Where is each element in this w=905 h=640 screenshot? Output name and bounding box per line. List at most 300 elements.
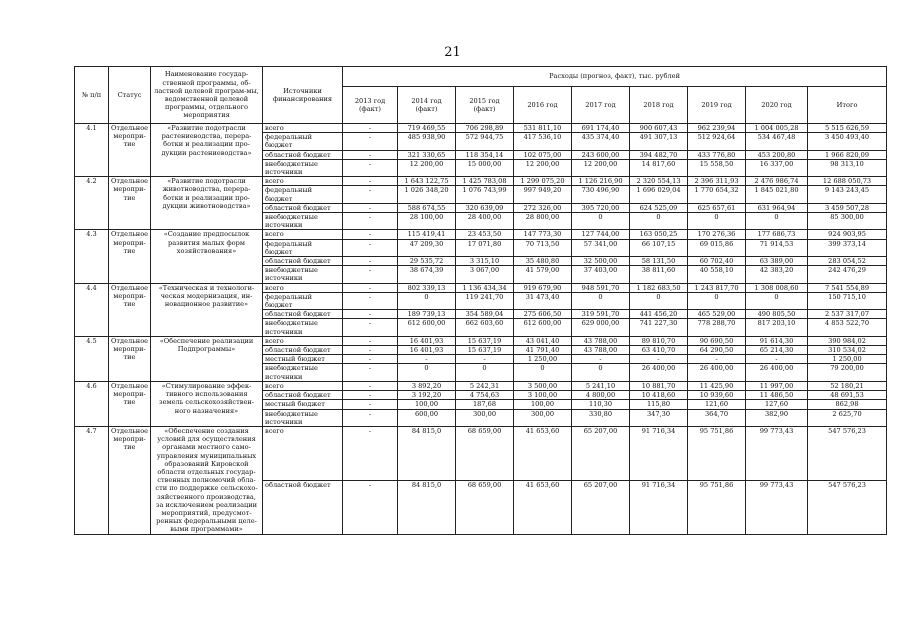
amount-cell: 962 239,94 [688, 124, 746, 133]
amount-cell: 84 815,0 [398, 426, 456, 480]
header-year: 2015 год (факт) [456, 86, 514, 123]
amount-cell: 272 326,00 [514, 203, 572, 212]
row-name: «Обеспечение реализации Подпрограммы» [151, 336, 263, 381]
amount-cell: 127 744,00 [572, 230, 630, 239]
amount-cell: 118 354,14 [456, 150, 514, 159]
header-year: 2013 год (факт) [343, 86, 398, 123]
funding-source: местный бюджет [263, 400, 343, 409]
funding-source: всего [263, 336, 343, 345]
amount-cell: - [343, 409, 398, 426]
row-status: Отдельное меропри-тие [109, 381, 151, 426]
amount-cell: - [343, 391, 398, 400]
amount-cell: 0 [398, 292, 456, 309]
funding-source: областной бюджет [263, 346, 343, 355]
amount-cell: 28 100,00 [398, 213, 456, 230]
table-row [75, 177, 887, 186]
amount-cell: 28 400,00 [456, 213, 514, 230]
amount-cell: 90 690,50 [688, 336, 746, 345]
amount-cell: 1 299 075,20 [514, 177, 572, 186]
header-name: Наименование государ-ственной программы, об-ластной целевой програм-мы, ведомственной целевой программы, отдельного мероприятия [151, 67, 263, 124]
amount-cell: 0 [572, 213, 630, 230]
amount-cell: 10 939,60 [688, 391, 746, 400]
amount-cell: 319 591,70 [572, 310, 630, 319]
amount-cell: - [343, 364, 398, 381]
amount-cell: 42 383,20 [746, 266, 808, 283]
amount-cell: - [343, 381, 398, 390]
amount-cell: 1 136 434,34 [456, 283, 514, 292]
amount-cell: 691 174,40 [572, 124, 630, 133]
amount-cell: 485 938,90 [398, 133, 456, 150]
amount-cell: 5 242,31 [456, 381, 514, 390]
amount-cell: 243 600,00 [572, 150, 630, 159]
amount-cell: 10 881,70 [630, 381, 688, 390]
amount-cell: 68 659,00 [456, 480, 514, 534]
amount-cell: 57 341,00 [572, 239, 630, 256]
amount-cell: 16 401,93 [398, 336, 456, 345]
amount-cell: 778 288,70 [688, 319, 746, 336]
amount-cell: 2 476 986,74 [746, 177, 808, 186]
amount-cell: 11 997,00 [746, 381, 808, 390]
amount-cell: 28 800,00 [514, 213, 572, 230]
amount-cell: 741 227,30 [630, 319, 688, 336]
amount-cell: 1 076 743,99 [456, 186, 514, 203]
amount-cell: 63 410,70 [630, 346, 688, 355]
header-source: Источники финансирования [263, 67, 343, 124]
total-cell: 283 054,52 [808, 257, 887, 266]
header-total: Итого [808, 86, 887, 123]
amount-cell: 364,70 [688, 409, 746, 426]
total-cell: 12 688 050,73 [808, 177, 887, 186]
total-cell: 862,98 [808, 400, 887, 409]
amount-cell: 41 653,60 [514, 426, 572, 480]
amount-cell: - [343, 230, 398, 239]
table-row [75, 336, 887, 345]
amount-cell: 433 776,80 [688, 150, 746, 159]
amount-cell: 15 558,50 [688, 159, 746, 176]
amount-cell: 612 600,00 [398, 319, 456, 336]
row-name: «Техническая и технологи-ческая модернизация, ин-новационное развитие» [151, 283, 263, 336]
amount-cell: 3 100,00 [514, 391, 572, 400]
amount-cell: 0 [688, 213, 746, 230]
amount-cell: 0 [746, 292, 808, 309]
amount-cell: - [398, 355, 456, 364]
funding-source: областной бюджет [263, 310, 343, 319]
amount-cell: - [343, 257, 398, 266]
amount-cell: 395 720,00 [572, 203, 630, 212]
funding-source: областной бюджет [263, 203, 343, 212]
amount-cell: 40 558,10 [688, 266, 746, 283]
amount-cell: 354 589,04 [456, 310, 514, 319]
amount-cell: 1 250,00 [514, 355, 572, 364]
amount-cell: 89 810,70 [630, 336, 688, 345]
total-cell: 2 625,70 [808, 409, 887, 426]
amount-cell: 100,00 [398, 400, 456, 409]
amount-cell: - [343, 310, 398, 319]
amount-cell: 58 131,50 [630, 257, 688, 266]
row-name: «Стимулирование эффек-тивного использования земель сельскохозяйствен-ного назначения» [151, 381, 263, 426]
amount-cell: 1 308 008,60 [746, 283, 808, 292]
amount-cell: 100,00 [514, 400, 572, 409]
header-year: 2016 год [514, 86, 572, 123]
amount-cell: 47 209,30 [398, 239, 456, 256]
budget-table [74, 66, 887, 535]
amount-cell: 64 290,50 [688, 346, 746, 355]
amount-cell: 110,30 [572, 400, 630, 409]
amount-cell: 1 425 783,08 [456, 177, 514, 186]
total-cell: 85 300,00 [808, 213, 887, 230]
amount-cell: 95 751,86 [688, 480, 746, 534]
total-cell: 3 459 507,28 [808, 203, 887, 212]
total-cell: 547 576,23 [808, 480, 887, 534]
amount-cell: 63 389,00 [746, 257, 808, 266]
amount-cell: 662 603,60 [456, 319, 514, 336]
amount-cell: 275 606,50 [514, 310, 572, 319]
header-year: 2014 год (факт) [398, 86, 456, 123]
amount-cell: 802 339,13 [398, 283, 456, 292]
amount-cell: 84 815,0 [398, 480, 456, 534]
header-expenses: Расходы (прогноз, факт), тыс. рублей [343, 67, 887, 87]
total-cell: 52 180,21 [808, 381, 887, 390]
funding-source: областной бюджет [263, 150, 343, 159]
funding-source: областной бюджет [263, 257, 343, 266]
funding-source: федеральный бюджет [263, 186, 343, 203]
header-year: 2017 год [572, 86, 630, 123]
amount-cell: - [572, 355, 630, 364]
amount-cell: 730 496,90 [572, 186, 630, 203]
total-cell: 9 143 243,45 [808, 186, 887, 203]
total-cell: 48 691,53 [808, 391, 887, 400]
amount-cell: 11 425,90 [688, 381, 746, 390]
amount-cell: 3 067,00 [456, 266, 514, 283]
amount-cell: 534 467,48 [746, 133, 808, 150]
total-cell: 7 541 554,89 [808, 283, 887, 292]
amount-cell: 512 924,64 [688, 133, 746, 150]
row-status: Отдельное меропри-тие [109, 124, 151, 177]
amount-cell: 320 639,09 [456, 203, 514, 212]
amount-cell: 1 845 021,80 [746, 186, 808, 203]
amount-cell: 68 659,00 [456, 426, 514, 480]
row-number: 4.5 [75, 336, 109, 381]
amount-cell: 26 400,00 [746, 364, 808, 381]
amount-cell: 187,68 [456, 400, 514, 409]
amount-cell: 102 075,00 [514, 150, 572, 159]
row-number: 4.1 [75, 124, 109, 177]
amount-cell: 99 773,43 [746, 426, 808, 480]
row-name: «Развитие подотрасли животноводства, перера-ботки и реализации про-дукции животноводства» [151, 177, 263, 230]
amount-cell: 1 643 122,75 [398, 177, 456, 186]
amount-cell: 43 788,00 [572, 336, 630, 345]
funding-source: внебюджетные источники [263, 409, 343, 426]
amount-cell: 65 207,00 [572, 480, 630, 534]
total-cell: 2 537 317,07 [808, 310, 887, 319]
header-no: № п/п [75, 67, 109, 124]
amount-cell: 26 400,00 [688, 364, 746, 381]
amount-cell: 4 754,63 [456, 391, 514, 400]
table-row [75, 124, 887, 133]
amount-cell: 70 713,50 [514, 239, 572, 256]
total-cell: 1 966 820,09 [808, 150, 887, 159]
funding-source: всего [263, 124, 343, 133]
funding-source: федеральный бюджет [263, 239, 343, 256]
amount-cell: 115 419,41 [398, 230, 456, 239]
amount-cell: 91 614,30 [746, 336, 808, 345]
amount-cell: - [343, 186, 398, 203]
amount-cell: 1 243 817,70 [688, 283, 746, 292]
amount-cell: 631 964,94 [746, 203, 808, 212]
row-number: 4.4 [75, 283, 109, 336]
header-year: 2020 год [746, 86, 808, 123]
amount-cell: 60 702,40 [688, 257, 746, 266]
amount-cell: 948 591,70 [572, 283, 630, 292]
funding-source: внебюджетные источники [263, 364, 343, 381]
amount-cell: 0 [746, 213, 808, 230]
row-name: «Обеспечение создания условий для осуществления органами местного само-управления муниципальных образований Кировской области отдельных государ-ственных полномочий обла-сти по поддержке сельскохо-зяйственного производства, за исключением реализации мероприятий, предусмот-ренных федеральными целе-выми программами» [151, 426, 263, 534]
table-row [75, 381, 887, 390]
amount-cell: 0 [572, 364, 630, 381]
row-name: «Развитие подотрасли растениеводства, перера-ботки и реализации про-дукции растениеводства» [151, 124, 263, 177]
amount-cell: 625 657,61 [688, 203, 746, 212]
funding-source: всего [263, 283, 343, 292]
total-cell: 98 313,10 [808, 159, 887, 176]
amount-cell: 612 600,00 [514, 319, 572, 336]
amount-cell: 382,90 [746, 409, 808, 426]
amount-cell: - [343, 336, 398, 345]
amount-cell: 1 004 005,28 [746, 124, 808, 133]
amount-cell: 17 071,80 [456, 239, 514, 256]
amount-cell: 0 [630, 292, 688, 309]
amount-cell: 0 [688, 292, 746, 309]
amount-cell: 1 126 216,90 [572, 177, 630, 186]
total-cell: 924 903,95 [808, 230, 887, 239]
amount-cell: 15 000,00 [456, 159, 514, 176]
amount-cell: 1 770 654,32 [688, 186, 746, 203]
amount-cell: 1 696 029,04 [630, 186, 688, 203]
row-status: Отдельное меропри-тие [109, 230, 151, 283]
amount-cell: 2 396 311,93 [688, 177, 746, 186]
amount-cell: 4 800,00 [572, 391, 630, 400]
amount-cell: - [343, 124, 398, 133]
funding-source: всего [263, 177, 343, 186]
amount-cell: 624 525,09 [630, 203, 688, 212]
funding-source: внебюджетные источники [263, 266, 343, 283]
amount-cell: 69 015,86 [688, 239, 746, 256]
amount-cell: - [343, 355, 398, 364]
amount-cell: 147 773,30 [514, 230, 572, 239]
amount-cell: 5 241,10 [572, 381, 630, 390]
total-cell: 310 534,02 [808, 346, 887, 355]
amount-cell: 300,00 [514, 409, 572, 426]
row-status: Отдельное меропри-тие [109, 336, 151, 381]
amount-cell: 572 944,75 [456, 133, 514, 150]
amount-cell: 38 674,39 [398, 266, 456, 283]
funding-source: всего [263, 230, 343, 239]
amount-cell: 3 315,10 [456, 257, 514, 266]
amount-cell: 0 [456, 364, 514, 381]
amount-cell: 127,60 [746, 400, 808, 409]
amount-cell: - [746, 355, 808, 364]
amount-cell: 119 241,70 [456, 292, 514, 309]
total-cell: 150 715,10 [808, 292, 887, 309]
total-cell: 399 373,14 [808, 239, 887, 256]
amount-cell: 99 773,43 [746, 480, 808, 534]
amount-cell: 12 200,00 [398, 159, 456, 176]
amount-cell: 1 182 683,50 [630, 283, 688, 292]
amount-cell: - [343, 266, 398, 283]
amount-cell: 16 337,00 [746, 159, 808, 176]
amount-cell: 29 535,72 [398, 257, 456, 266]
amount-cell: 0 [514, 364, 572, 381]
funding-source: всего [263, 426, 343, 480]
amount-cell: 465 529,00 [688, 310, 746, 319]
amount-cell: 16 401,93 [398, 346, 456, 355]
row-status: Отдельное меропри-тие [109, 426, 151, 534]
amount-cell: 2 320 554,13 [630, 177, 688, 186]
table-row [75, 283, 887, 292]
amount-cell: 12 200,00 [572, 159, 630, 176]
total-cell: 1 250,00 [808, 355, 887, 364]
amount-cell: 300,00 [456, 409, 514, 426]
amount-cell: 31 473,40 [514, 292, 572, 309]
amount-cell: - [343, 213, 398, 230]
amount-cell: 12 200,00 [514, 159, 572, 176]
row-number: 4.7 [75, 426, 109, 534]
amount-cell: 95 751,86 [688, 426, 746, 480]
row-number: 4.2 [75, 177, 109, 230]
funding-source: местный бюджет [263, 355, 343, 364]
amount-cell: 37 403,00 [572, 266, 630, 283]
amount-cell: 0 [398, 364, 456, 381]
total-cell: 79 200,00 [808, 364, 887, 381]
amount-cell: - [343, 480, 398, 534]
amount-cell: 11 486,50 [746, 391, 808, 400]
amount-cell: 38 811,60 [630, 266, 688, 283]
funding-source: всего [263, 381, 343, 390]
amount-cell: 3 500,00 [514, 381, 572, 390]
amount-cell: 66 107,15 [630, 239, 688, 256]
funding-source: областной бюджет [263, 391, 343, 400]
total-cell: 5 515 626,59 [808, 124, 887, 133]
row-number: 4.6 [75, 381, 109, 426]
amount-cell: 629 000,00 [572, 319, 630, 336]
amount-cell: 900 607,43 [630, 124, 688, 133]
table-row [75, 426, 887, 480]
total-cell: 4 853 522,70 [808, 319, 887, 336]
funding-source: федеральный бюджет [263, 292, 343, 309]
amount-cell: 919 679,90 [514, 283, 572, 292]
amount-cell: 0 [572, 292, 630, 309]
total-cell: 390 984,02 [808, 336, 887, 345]
amount-cell: - [343, 150, 398, 159]
amount-cell: 706 298,89 [456, 124, 514, 133]
amount-cell: 417 536,10 [514, 133, 572, 150]
amount-cell: 588 674,55 [398, 203, 456, 212]
amount-cell: - [343, 346, 398, 355]
amount-cell: 321 330,65 [398, 150, 456, 159]
funding-source: внебюджетные источники [263, 213, 343, 230]
amount-cell: 23 453,50 [456, 230, 514, 239]
amount-cell: - [343, 159, 398, 176]
amount-cell: 65 207,00 [572, 426, 630, 480]
amount-cell: 531 811,10 [514, 124, 572, 133]
amount-cell: 490 805,50 [746, 310, 808, 319]
amount-cell: - [343, 177, 398, 186]
amount-cell: - [343, 239, 398, 256]
funding-source: областной бюджет [263, 480, 343, 534]
amount-cell: 15 637,19 [456, 336, 514, 345]
funding-source: внебюджетные источники [263, 319, 343, 336]
amount-cell: - [343, 426, 398, 480]
amount-cell: - [343, 400, 398, 409]
amount-cell: 435 374,40 [572, 133, 630, 150]
amount-cell: - [630, 355, 688, 364]
header-year: 2018 год [630, 86, 688, 123]
amount-cell: 453 200,80 [746, 150, 808, 159]
amount-cell: 817 203,10 [746, 319, 808, 336]
amount-cell: 43 041,40 [514, 336, 572, 345]
row-name: «Создание предпосылок развития малых форм хозяйствования» [151, 230, 263, 283]
amount-cell: 115,80 [630, 400, 688, 409]
amount-cell: 177 686,73 [746, 230, 808, 239]
amount-cell: 347,30 [630, 409, 688, 426]
amount-cell: - [688, 355, 746, 364]
amount-cell: 0 [630, 213, 688, 230]
amount-cell: 41 791,40 [514, 346, 572, 355]
amount-cell: 600,00 [398, 409, 456, 426]
amount-cell: 170 276,36 [688, 230, 746, 239]
amount-cell: - [456, 355, 514, 364]
amount-cell: 491 307,13 [630, 133, 688, 150]
amount-cell: 43 788,00 [572, 346, 630, 355]
total-cell: 242 476,29 [808, 266, 887, 283]
table-header [75, 67, 887, 124]
amount-cell: 91 716,34 [630, 426, 688, 480]
amount-cell: 26 400,00 [630, 364, 688, 381]
amount-cell: 330,80 [572, 409, 630, 426]
row-status: Отдельное меропри-тие [109, 283, 151, 336]
table-row [75, 230, 887, 239]
amount-cell: 14 817,60 [630, 159, 688, 176]
amount-cell: 163 050,25 [630, 230, 688, 239]
amount-cell: 441 456,20 [630, 310, 688, 319]
amount-cell: 71 914,53 [746, 239, 808, 256]
header-year: 2019 год [688, 86, 746, 123]
amount-cell: 32 500,00 [572, 257, 630, 266]
header-status: Статус [109, 67, 151, 124]
amount-cell: 394 482,70 [630, 150, 688, 159]
amount-cell: 91 716,34 [630, 480, 688, 534]
amount-cell: 3 892,20 [398, 381, 456, 390]
amount-cell: 719 469,55 [398, 124, 456, 133]
amount-cell: 15 637,19 [456, 346, 514, 355]
amount-cell: 65 214,30 [746, 346, 808, 355]
amount-cell: 35 480,80 [514, 257, 572, 266]
row-status: Отдельное меропри-тие [109, 177, 151, 230]
table-body [75, 124, 887, 535]
amount-cell: - [343, 203, 398, 212]
amount-cell: - [343, 283, 398, 292]
amount-cell: 41 653,60 [514, 480, 572, 534]
amount-cell: 997 949,20 [514, 186, 572, 203]
funding-source: внебюджетные источники [263, 159, 343, 176]
amount-cell: - [343, 292, 398, 309]
total-cell: 547 576,23 [808, 426, 887, 480]
page-number: 21 [444, 45, 461, 60]
funding-source: федеральный бюджет [263, 133, 343, 150]
amount-cell: 41 579,00 [514, 266, 572, 283]
row-number: 4.3 [75, 230, 109, 283]
amount-cell: 3 192,20 [398, 391, 456, 400]
amount-cell: 189 739,13 [398, 310, 456, 319]
